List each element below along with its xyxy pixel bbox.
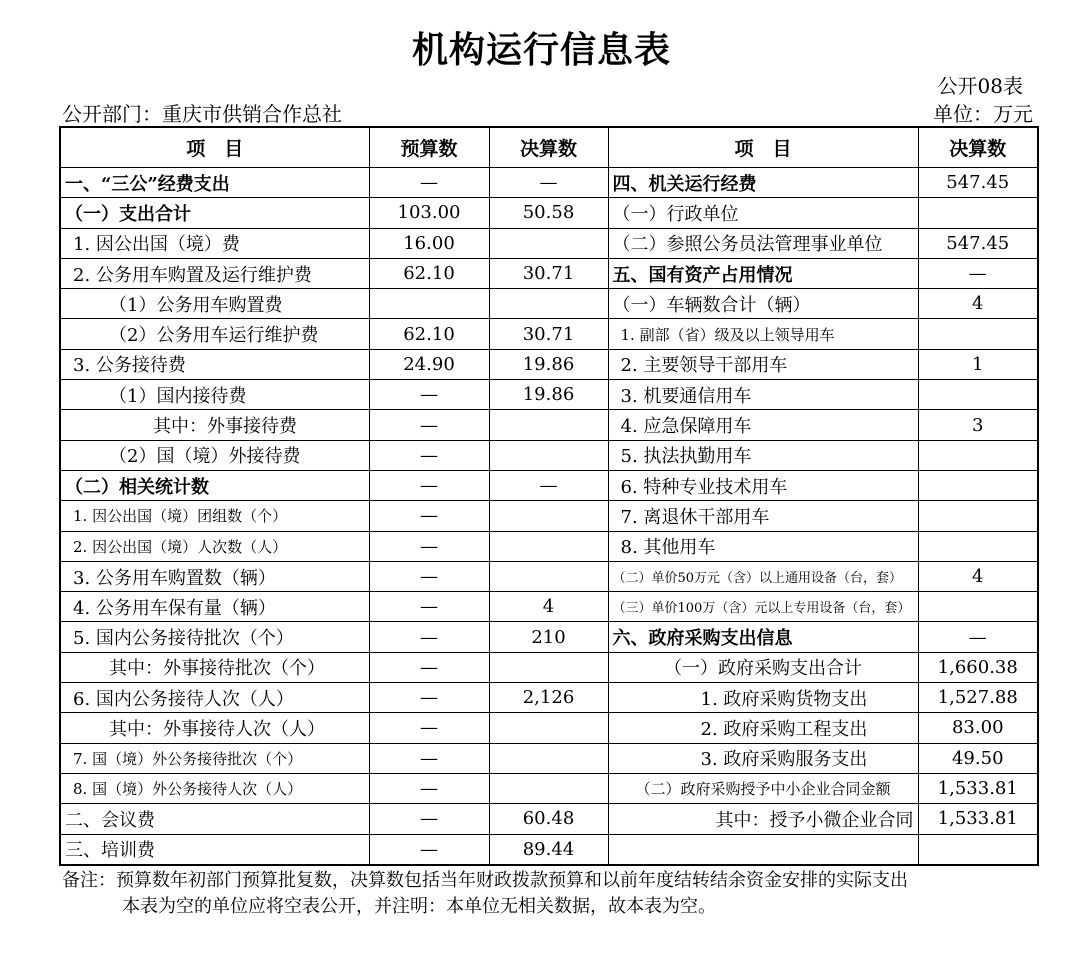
table-row (60, 773, 1038, 803)
final-cell-right (918, 834, 1038, 865)
final-cell-right: 1,527.88 (918, 683, 1038, 713)
final-cell: 2,126 (489, 683, 608, 713)
budget-cell: 103.00 (369, 198, 489, 228)
table-row (60, 501, 1038, 531)
budget-cell: 62.10 (369, 319, 489, 349)
column-header-final-right: 决算数 (918, 127, 1038, 168)
budget-cell: — (369, 501, 489, 531)
final-cell-right (918, 440, 1038, 470)
row-label: 1. 因公出国（境）费 (60, 228, 369, 258)
row-label-right: （一）行政单位 (608, 198, 918, 228)
row-label-right: 四、机关运行经费 (608, 168, 918, 198)
row-label-right: 六、政府采购支出信息 (608, 622, 918, 652)
table-row (60, 592, 1038, 622)
budget-cell: — (369, 713, 489, 743)
budget-cell: — (369, 561, 489, 591)
budget-cell: 24.90 (369, 349, 489, 379)
row-label-right: 1. 副部（省）级及以上领导用车 (608, 319, 918, 349)
table-row (60, 380, 1038, 410)
unit-label: 单位：万元 (933, 102, 1033, 126)
operation-info-table (59, 126, 1039, 866)
final-cell-right: 547.45 (918, 168, 1038, 198)
final-cell-right: 49.50 (918, 743, 1038, 773)
final-cell: 19.86 (489, 349, 608, 379)
final-cell-right: 1,533.81 (918, 773, 1038, 803)
budget-cell: — (369, 834, 489, 865)
footnote-line-1: 备注：预算数年初部门预算批复数，决算数包括当年财政拨款预算和以前年度结转结余资金安排的实际支出 (62, 870, 908, 891)
row-label: （1）公务用车购置费 (60, 289, 369, 319)
final-cell (489, 410, 608, 440)
row-label-right (608, 834, 918, 865)
final-cell-right (918, 531, 1038, 561)
row-label: 1. 因公出国（境）团组数（个） (60, 501, 369, 531)
budget-cell: 62.10 (369, 258, 489, 288)
budget-cell: — (369, 531, 489, 561)
table-row (60, 228, 1038, 258)
final-cell-right: 4 (918, 561, 1038, 591)
row-label: 5. 国内公务接待批次（个） (60, 622, 369, 652)
final-cell-right (918, 198, 1038, 228)
final-cell (489, 743, 608, 773)
row-label-right: 3. 政府采购服务支出 (608, 743, 918, 773)
final-cell (489, 561, 608, 591)
row-label: （二）相关统计数 (60, 470, 369, 500)
row-label: 7. 国（境）外公务接待批次（个） (60, 743, 369, 773)
row-label-right: 8. 其他用车 (608, 531, 918, 561)
row-label: 3. 公务接待费 (60, 349, 369, 379)
final-cell: 19.86 (489, 380, 608, 410)
budget-cell: 16.00 (369, 228, 489, 258)
column-header-item: 项 目 (60, 127, 369, 168)
row-label: 其中：外事接待费 (60, 410, 369, 440)
table-row (60, 349, 1038, 379)
final-cell: 89.44 (489, 834, 608, 865)
row-label-right: 2. 主要领导干部用车 (608, 349, 918, 379)
final-cell: 60.48 (489, 804, 608, 834)
row-label: （一）支出合计 (60, 198, 369, 228)
final-cell: 30.71 (489, 319, 608, 349)
table-row (60, 652, 1038, 682)
table-row (60, 168, 1038, 198)
budget-cell: — (369, 470, 489, 500)
final-cell: 30.71 (489, 258, 608, 288)
table-row (60, 470, 1038, 500)
row-label-right: 4. 应急保障用车 (608, 410, 918, 440)
final-cell-right (918, 319, 1038, 349)
final-cell: — (489, 470, 608, 500)
row-label: 一、“三公”经费支出 (60, 168, 369, 198)
final-cell-right: 547.45 (918, 228, 1038, 258)
table-row (60, 622, 1038, 652)
budget-cell: — (369, 380, 489, 410)
row-label-right: 3. 机要通信用车 (608, 380, 918, 410)
final-cell-right (918, 470, 1038, 500)
final-cell-right: 4 (918, 289, 1038, 319)
budget-cell: — (369, 168, 489, 198)
table-row (60, 683, 1038, 713)
budget-cell: — (369, 683, 489, 713)
budget-cell: — (369, 410, 489, 440)
budget-cell (369, 289, 489, 319)
final-cell-right (918, 592, 1038, 622)
final-cell-right: — (918, 622, 1038, 652)
row-label-right: （一）车辆数合计（辆） (608, 289, 918, 319)
table-row (60, 531, 1038, 561)
final-cell-right: 83.00 (918, 713, 1038, 743)
row-label-right: （二）政府采购授予中小企业合同金额 (608, 773, 918, 803)
table-row (60, 198, 1038, 228)
row-label-right: 7. 离退休干部用车 (608, 501, 918, 531)
final-cell-right: 1,660.38 (918, 652, 1038, 682)
footnote-line-2: 本表为空的单位应将空表公开，并注明：本单位无相关数据，故本表为空。 (122, 896, 716, 917)
row-label: 8. 国（境）外公务接待人次（人） (60, 773, 369, 803)
row-label-right: 6. 特种专业技术用车 (608, 470, 918, 500)
budget-cell: — (369, 773, 489, 803)
final-cell (489, 531, 608, 561)
final-cell: 4 (489, 592, 608, 622)
final-cell: — (489, 168, 608, 198)
row-label: 6. 国内公务接待人次（人） (60, 683, 369, 713)
row-label-right: （二）单价50万元（含）以上通用设备（台，套） (608, 561, 918, 591)
form-number: 公开08表 (937, 74, 1023, 98)
final-cell-right (918, 380, 1038, 410)
final-cell (489, 440, 608, 470)
row-label-right: （一）政府采购支出合计 (608, 652, 918, 682)
final-cell-right: 1,533.81 (918, 804, 1038, 834)
row-label: 2. 因公出国（境）人次数（人） (60, 531, 369, 561)
final-cell (489, 228, 608, 258)
budget-cell: — (369, 743, 489, 773)
final-cell (489, 501, 608, 531)
table-row (60, 258, 1038, 288)
final-cell (489, 713, 608, 743)
row-label: 三、培训费 (60, 834, 369, 865)
row-label-right: （三）单价100万（含）元以上专用设备（台，套） (608, 592, 918, 622)
row-label-right: 1. 政府采购货物支出 (608, 683, 918, 713)
final-cell-right: 1 (918, 349, 1038, 379)
department-label: 公开部门：重庆市供销合作总社 (62, 102, 342, 126)
row-label: 其中：外事接待人次（人） (60, 713, 369, 743)
final-cell-right: — (918, 258, 1038, 288)
table-row (60, 561, 1038, 591)
page-title: 机构运行信息表 (411, 29, 671, 71)
final-cell: 210 (489, 622, 608, 652)
table-row (60, 289, 1038, 319)
table-header-row (60, 127, 1038, 168)
row-label: （2）公务用车运行维护费 (60, 319, 369, 349)
row-label-right: 五、国有资产占用情况 (608, 258, 918, 288)
table-row (60, 743, 1038, 773)
budget-cell: — (369, 652, 489, 682)
row-label: 2. 公务用车购置及运行维护费 (60, 258, 369, 288)
table-row (60, 410, 1038, 440)
row-label-right: 5. 执法执勤用车 (608, 440, 918, 470)
table-row (60, 319, 1038, 349)
final-cell (489, 773, 608, 803)
final-cell-right (918, 501, 1038, 531)
table-row (60, 440, 1038, 470)
table-row (60, 804, 1038, 834)
column-header-item-right: 项 目 (608, 127, 918, 168)
footnote (62, 868, 908, 920)
budget-cell: — (369, 804, 489, 834)
budget-cell: — (369, 622, 489, 652)
table-row (60, 713, 1038, 743)
table-row (60, 834, 1038, 865)
row-label: （1）国内接待费 (60, 380, 369, 410)
row-label: 其中：外事接待批次（个） (60, 652, 369, 682)
row-label-right: （二）参照公务员法管理事业单位 (608, 228, 918, 258)
row-label-right: 2. 政府采购工程支出 (608, 713, 918, 743)
final-cell: 50.58 (489, 198, 608, 228)
column-header-budget: 预算数 (369, 127, 489, 168)
row-label-right: 其中：授予小微企业合同 (608, 804, 918, 834)
row-label: （2）国（境）外接待费 (60, 440, 369, 470)
row-label: 4. 公务用车保有量（辆） (60, 592, 369, 622)
column-header-final: 决算数 (489, 127, 608, 168)
final-cell-right: 3 (918, 410, 1038, 440)
row-label: 二、会议费 (60, 804, 369, 834)
budget-cell: — (369, 592, 489, 622)
final-cell (489, 289, 608, 319)
row-label: 3. 公务用车购置数（辆） (60, 561, 369, 591)
final-cell (489, 652, 608, 682)
budget-cell: — (369, 440, 489, 470)
